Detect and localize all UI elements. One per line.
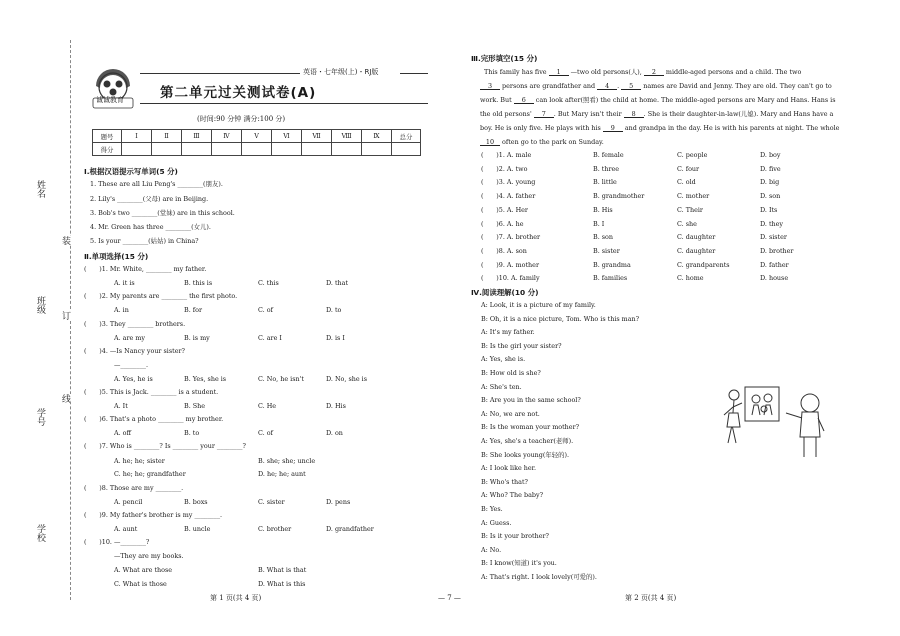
section-2-heading: Ⅱ.单项选择(15 分) <box>84 252 149 261</box>
cloze-blank[interactable]: 4 <box>597 83 617 90</box>
cloze-text: . She is their daughter-in-law(儿媳). Mary and Hans have a <box>643 110 834 118</box>
score-cell[interactable] <box>362 143 392 156</box>
dialogue-line: A: Yes, she is. <box>481 355 526 364</box>
sec2-option: B. uncle <box>184 525 211 533</box>
sec2-option: A. in <box>114 306 129 314</box>
side-label-school: 学校 <box>35 524 45 542</box>
sec2-option: C. of <box>258 429 273 437</box>
score-cell[interactable] <box>152 143 182 156</box>
sec1-item: 4. Mr. Green has three ________(女儿). <box>90 223 211 231</box>
dialogue-line: B: Is it your brother? <box>481 532 549 541</box>
sec3-option: C. home <box>677 274 704 283</box>
sec2-question-stem: ( )6. That's a photo ________ my brother. <box>84 415 224 423</box>
score-header-cell: Ⅴ <box>242 130 272 143</box>
sec1-item: 2. Lily's ________(父母) are in Beijing. <box>90 195 209 203</box>
sec2-option: D. is I <box>326 334 345 342</box>
sec2-question-stem: ( )4. —Is Nancy your sister? <box>84 347 185 355</box>
sec2-option: D. grandfather <box>326 525 374 533</box>
dialogue-line: B: Is the girl your sister? <box>481 341 562 350</box>
cloze-blank[interactable]: 2 <box>644 69 664 76</box>
sec2-option: C. No, he isn't <box>258 375 304 383</box>
section-3-heading: Ⅲ.完形填空(15 分) <box>471 54 538 63</box>
cloze-text: . But Mary isn't their <box>553 110 624 118</box>
score-header-cell: Ⅸ <box>362 130 392 143</box>
sec3-option: D. Its <box>760 205 778 214</box>
sec2-option: D. he; he; aunt <box>258 470 306 478</box>
sec3-option: C. daughter <box>677 246 716 255</box>
publisher-logo <box>90 62 136 114</box>
sec2-option: C. He <box>258 402 277 410</box>
cloze-line <box>480 139 604 146</box>
dialogue-line: A: It's my father. <box>481 328 535 337</box>
exam-info: (时间:90 分钟 满分:100 分) <box>197 115 286 123</box>
sec2-question-stem2: —________. <box>114 361 148 369</box>
sec3-option: C. Their <box>677 205 703 214</box>
sec3-option: D. house <box>760 274 789 283</box>
sec2-option: D. on <box>326 429 343 437</box>
sec2-question-stem: ( )5. This is Jack. ________ is a student. <box>84 388 219 396</box>
sec3-option: D. brother <box>760 246 794 255</box>
cloze-text: can look after(照看) the child at home. The middle-aged persons are Mary and Hans. Hans is <box>533 96 836 104</box>
score-cell[interactable] <box>122 143 152 156</box>
sec3-option: C. mother <box>677 192 710 201</box>
sec3-option: C. old <box>677 178 696 187</box>
side-label-ding: 订 <box>60 311 70 320</box>
cloze-text: names are David and Jenny. They are old. They can't go to <box>641 82 832 90</box>
cloze-text: work. But <box>480 96 514 104</box>
score-header-cell: Ⅱ <box>152 130 182 143</box>
sec3-option: B. grandmother <box>593 192 645 201</box>
sec3-question-stem: ( )1. A. male <box>481 151 532 159</box>
cloze-text: the old persons' <box>480 110 534 118</box>
sec3-option: C. grandparents <box>677 260 730 269</box>
cloze-text: —two old persons(人), <box>568 68 644 76</box>
sec3-option: D. boy <box>760 151 781 159</box>
sec2-option: A. are my <box>114 334 146 342</box>
sec2-option: B. to <box>184 429 200 437</box>
sec2-question-stem: ( )7. Who is ________? Is ________ your ________? <box>84 442 246 450</box>
side-label-name: 姓名 <box>35 180 45 198</box>
score-header-cell: Ⅶ <box>302 130 332 143</box>
sec2-question-stem: ( )10. —________? <box>84 538 150 546</box>
sec2-option: D. What is this <box>258 580 306 588</box>
sec2-option: C. What is those <box>114 580 167 588</box>
cloze-line <box>480 111 833 118</box>
dialogue-line: A: No, we are not. <box>481 409 540 418</box>
sec3-option: C. she <box>677 219 697 228</box>
sec2-option: B. is my <box>184 334 210 342</box>
cloze-line <box>480 125 839 132</box>
cloze-blank[interactable]: 8 <box>624 111 644 118</box>
title-rule <box>140 103 428 104</box>
score-cell[interactable] <box>302 143 332 156</box>
section-4-heading: Ⅳ.阅读理解(10 分) <box>471 288 539 297</box>
score-row-label: 得分 <box>93 143 122 156</box>
sec3-option: D. big <box>760 178 780 187</box>
dialogue-line: B: Are you in the same school? <box>481 396 581 405</box>
sec2-option: A. pencil <box>114 498 143 506</box>
sec2-option: A. Yes, he is <box>114 375 153 383</box>
cloze-text: often go to the park on Sunday. <box>500 138 604 146</box>
sec2-option: D. No, she is <box>326 375 367 383</box>
score-header-cell: Ⅳ <box>212 130 242 143</box>
exam-title: 第二单元过关测试卷(A) <box>160 85 317 101</box>
sec2-option: C. brother <box>258 525 292 533</box>
sec2-option: A. aunt <box>114 525 138 533</box>
dialogue-line: B: I know(知道) it's you. <box>481 559 557 568</box>
sec2-option: B. What is that <box>258 566 307 574</box>
sec3-option: C. daughter <box>677 233 716 242</box>
cloze-text: persons are grandfather and <box>500 82 598 90</box>
sec2-option: A. What are those <box>114 566 173 574</box>
sec2-question-stem: ( )2. My parents are ________ the first photo. <box>84 292 238 300</box>
cloze-blank[interactable]: 9 <box>603 125 623 132</box>
score-header-cell: Ⅰ <box>122 130 152 143</box>
sec3-option: B. families <box>593 274 628 283</box>
score-header-cell: 题号 <box>93 130 122 143</box>
sec3-option: B. female <box>593 151 624 159</box>
sec2-option: D. to <box>326 306 342 314</box>
sec3-question-stem: ( )7. A. brother <box>481 233 541 242</box>
dialogue-line: B: Oh, it is a nice picture, Tom. Who is this man? <box>481 314 640 323</box>
sec3-option: B. sister <box>593 246 620 255</box>
sec2-question-stem: ( )3. They ________ brothers. <box>84 320 186 328</box>
sec3-option: D. five <box>760 164 781 173</box>
sec2-question-stem2: —They are my books. <box>114 552 184 560</box>
sec2-option: D. that <box>326 279 349 287</box>
sec2-option: A. he; he; sister <box>114 457 165 465</box>
cloze-text: middle-aged persons and a child. The two <box>663 68 802 76</box>
cloze-blank[interactable]: 10 <box>480 139 500 146</box>
logo-text: 诚诚教育 <box>96 96 124 104</box>
sec3-question-stem: ( )3. A. young <box>481 178 536 187</box>
dialogue-line: A: No. <box>481 545 502 554</box>
side-label-class: 班级 <box>35 296 45 314</box>
sec2-option: A. It <box>114 402 128 410</box>
sec3-option: B. grandma <box>593 260 631 269</box>
dialogue-line: B: Yes. <box>481 505 503 513</box>
sec2-option: B. this is <box>184 279 213 287</box>
banner-rule-left <box>140 73 300 74</box>
banner-rule-right <box>400 73 428 74</box>
sec3-question-stem: ( )8. A. son <box>481 246 527 255</box>
sec2-option: C. sister <box>258 498 285 506</box>
sec3-option: D. son <box>760 192 781 201</box>
sec3-option: D. sister <box>760 233 787 242</box>
score-cell[interactable] <box>272 143 302 156</box>
dialogue-line: A: Look, it is a picture of my family. <box>481 301 596 309</box>
sec2-option: C. he; he; grandfather <box>114 470 186 478</box>
score-header-cell: Ⅷ <box>332 130 362 143</box>
score-cell[interactable] <box>392 143 421 156</box>
cloze-text: boy. He is only five. He plays with his <box>480 124 603 132</box>
sec2-option: C. this <box>258 279 279 287</box>
sec3-option: B. three <box>593 164 620 173</box>
sec3-question-stem: ( )6. A. he <box>481 219 524 228</box>
score-cell[interactable] <box>182 143 212 156</box>
cloze-blank[interactable]: 5 <box>621 83 641 90</box>
score-cell[interactable] <box>332 143 362 156</box>
sec2-option: B. She <box>184 402 206 410</box>
sec1-item: 3. Bob's two ________(堂妹) are in this school. <box>90 209 235 217</box>
sec2-option: A. it is <box>114 279 135 287</box>
sec3-option: D. they <box>760 219 784 228</box>
score-cell[interactable] <box>242 143 272 156</box>
sec3-option: B. little <box>593 178 617 187</box>
sec3-option: B. son <box>593 233 614 242</box>
dialogue-line: A: She's ten. <box>481 382 522 391</box>
sec1-item: 1. These are all Liu Peng's ________(朋友). <box>90 180 223 188</box>
sec2-option: A. off <box>114 429 132 437</box>
sec3-question-stem: ( )2. A. two <box>481 164 528 173</box>
footer-center-page: — 7 — <box>438 594 461 602</box>
score-cell[interactable] <box>212 143 242 156</box>
dialogue-line: A: I look like her. <box>481 464 537 473</box>
score-header-cell: Ⅲ <box>182 130 212 143</box>
sec2-option: D. pens <box>326 498 351 506</box>
cloze-line <box>480 97 836 104</box>
sec2-option: C. are I <box>258 334 282 342</box>
cloze-blank[interactable]: 6 <box>514 97 534 104</box>
score-header-cell: 总分 <box>392 130 421 143</box>
section-1-heading: Ⅰ.根据汉语提示写单词(5 分) <box>84 167 178 176</box>
cloze-blank[interactable]: 7 <box>534 111 554 118</box>
sec2-option: B. for <box>184 306 203 314</box>
side-label-zhuang: 装 <box>60 236 70 245</box>
sec2-question-stem: ( )8. Those are my ________. <box>84 484 184 492</box>
sec3-option: D. father <box>760 260 789 269</box>
sec2-option: C. of <box>258 306 273 314</box>
sec2-option: B. she; she; uncle <box>258 457 316 465</box>
sec3-question-stem: ( )4. A. father <box>481 192 536 201</box>
sec2-option: B. boxs <box>184 498 208 506</box>
dialogue-line: A: Guess. <box>481 518 512 527</box>
dialogue-line: B: How old is she? <box>481 369 541 377</box>
sec3-question-stem: ( )10. A. family <box>481 274 540 283</box>
cloze-line <box>484 69 801 76</box>
banner-text: 英语・七年级(上)・RJ版 <box>303 68 379 76</box>
dialogue-line: B: Is the woman your mother? <box>481 423 580 432</box>
sec3-question-stem: ( )5. A. Her <box>481 205 528 214</box>
cloze-text: and grandpa in the day. He is with his parents at night. The whole <box>622 124 840 132</box>
side-label-number: 学号 <box>35 408 45 426</box>
score-header-cell: Ⅵ <box>272 130 302 143</box>
side-label-xian: 线 <box>60 394 70 403</box>
dialogue-line: A: Yes, she's a teacher(老师). <box>481 437 574 445</box>
sec3-option: B. I <box>593 219 605 228</box>
sec3-option: C. four <box>677 164 700 173</box>
sec2-option: B. Yes, she is <box>184 375 227 383</box>
sec3-option: B. His <box>593 205 613 214</box>
cloze-line <box>480 83 832 90</box>
binding-line <box>70 40 71 600</box>
sec2-question-stem: ( )9. My father's brother is my ________. <box>84 511 223 519</box>
footer-right-page: 第 2 页(共 4 页) <box>625 594 677 602</box>
dialogue-line: B: Who's that? <box>481 477 528 486</box>
sec3-question-stem: ( )9. A. mother <box>481 260 540 269</box>
cloze-text: This family has five <box>484 68 549 76</box>
sec2-question-stem: ( )1. Mr. White, ________ my father. <box>84 265 207 273</box>
dialogue-line: A: Who? The baby? <box>481 491 544 500</box>
sec2-option: D. His <box>326 402 346 410</box>
score-table <box>92 129 421 156</box>
dialogue-line: B: She looks young(年轻的). <box>481 450 570 459</box>
dialogue-line: A: That's right. I look lovely(可爱的). <box>481 573 597 581</box>
cloze-blank[interactable]: 3 <box>480 83 500 90</box>
footer-left-page: 第 1 页(共 4 页) <box>210 594 262 602</box>
sec3-option: C. people <box>677 151 708 159</box>
family-photo-illustration <box>720 385 830 465</box>
sec1-item: 5. Is your ________(姑姑) in China? <box>90 237 199 245</box>
cloze-text: . <box>617 82 622 90</box>
cloze-blank[interactable]: 1 <box>549 69 569 76</box>
